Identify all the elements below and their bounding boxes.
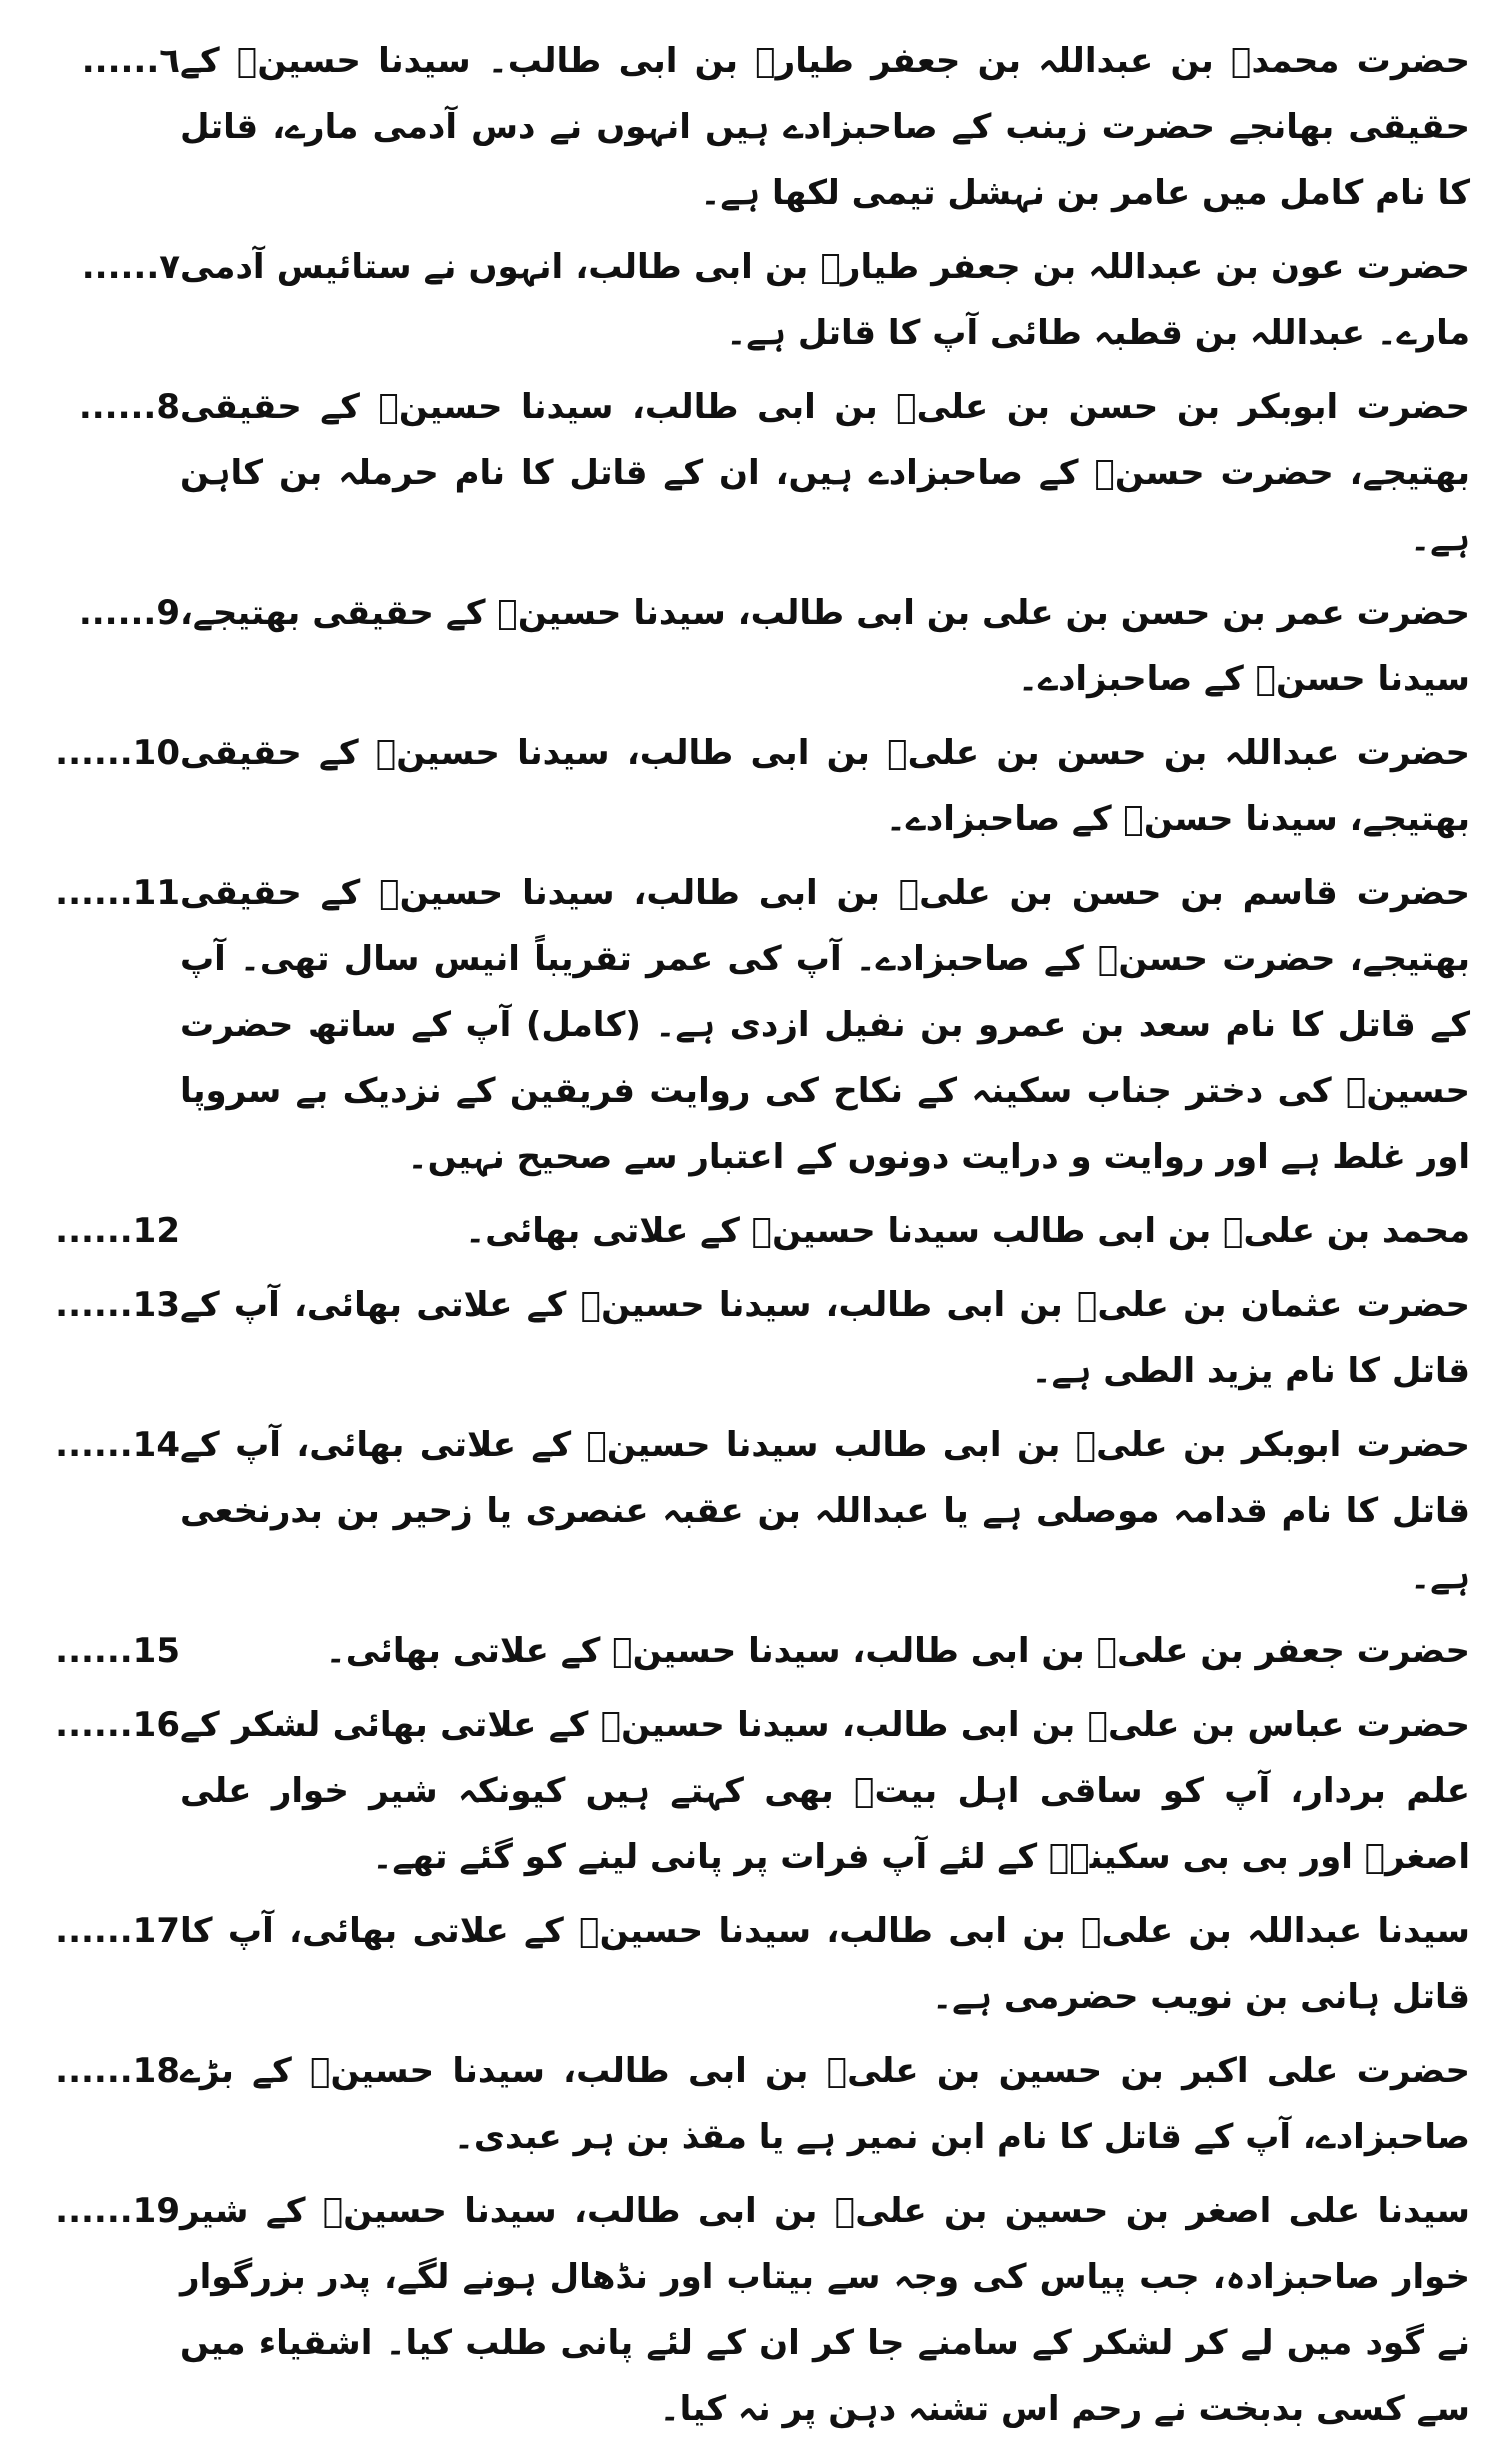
list-item (30, 28, 1470, 226)
list-item (30, 1692, 1470, 1890)
list-item (30, 720, 1470, 852)
list-item (30, 1412, 1470, 1610)
entry-text: حضرت عمر بن حسن بن علی بن ابی طالب، سیدنا حسینؓ کے حقیقی بھتیجے، سیدنا حسنؓ کے صاحبزادے۔ (180, 593, 1470, 699)
entry-number: 11...... (55, 873, 180, 913)
entry-number: 17...... (55, 1911, 180, 1951)
list-item (30, 1198, 1470, 1264)
entry-number: ۷...... (81, 247, 180, 287)
entry-text: حضرت محمدؓ بن عبداللہ بن جعفر طیارؓ بن ابی طالب۔ سیدنا حسینؓ کے حقیقی بھانجے حضرت زینب کے صاحبزادے ہیں انہوں نے دس آدمی مارے، قاتل کا نام کامل میں عامر بن نہشل تیمی لکھا ہے۔ (180, 41, 1470, 213)
list-item (30, 374, 1470, 572)
list-item (30, 860, 1470, 1190)
entry-number: 15...... (55, 1631, 180, 1671)
entry-text: حضرت علی اکبر بن حسین بن علیؓ بن ابی طالب، سیدنا حسینؓ کے بڑے صاحبزادے، آپ کے قاتل کا نام ابن نمیر ہے یا مقذ بن ہر عبدی۔ (180, 2051, 1470, 2157)
list-item (30, 1618, 1470, 1684)
entry-number: 12...... (55, 1211, 180, 1251)
entry-text: حضرت ابوبکر بن حسن بن علیؓ بن ابی طالب، سیدنا حسینؓ کے حقیقی بھتیجے، حضرت حسنؓ کے صاحبزادے ہیں، ان کے قاتل کا نام حرملہ بن کاہن ہے۔ (180, 387, 1470, 559)
entry-text: حضرت ابوبکر بن علیؓ بن ابی طالب سیدنا حسینؓ کے علاتی بھائی، آپ کے قاتل کا نام قدامہ موصلی ہے یا عبداللہ بن عقبہ عنصری یا زحیر بن بدرنخعی ہے۔ (180, 1425, 1470, 1597)
entry-text: سیدنا عبداللہ بن علیؓ بن ابی طالب، سیدنا حسینؓ کے علاتی بھائی، آپ کا قاتل ہانی بن نویب حضرمی ہے۔ (180, 1911, 1470, 2017)
entry-number: 10...... (55, 733, 180, 773)
entry-number: 16...... (55, 1705, 180, 1745)
entry-number: ٦...... (81, 41, 180, 81)
entry-text: محمد بن علیؓ بن ابی طالب سیدنا حسینؓ کے علاتی بھائی۔ (465, 1211, 1470, 1251)
entry-number: 9...... (78, 593, 180, 633)
entry-number: 13...... (55, 1285, 180, 1325)
list-item (30, 2178, 1470, 2442)
entry-text: حضرت عبداللہ بن حسن بن علیؓ بن ابی طالب، سیدنا حسینؓ کے حقیقی بھتیجے، سیدنا حسنؓ کے صاحبزادے۔ (180, 733, 1470, 839)
list-item (30, 1272, 1470, 1404)
entry-number: 19...... (55, 2191, 180, 2231)
entry-number: 8...... (78, 387, 180, 427)
list-item (30, 2038, 1470, 2170)
list-item (30, 234, 1470, 366)
list-item (30, 580, 1470, 712)
entry-text: حضرت قاسم بن حسن بن علیؓ بن ابی طالب، سیدنا حسینؓ کے حقیقی بھتیجے، حضرت حسنؓ کے صاحبزادے۔ آپ کی عمر تقریباً انیس سال تھی۔ آپ کے قاتل کا نام سعد بن عمرو بن نفیل ازدی ہے۔ (کامل) آپ کے ساتھ حضرت حسینؓ کی دختر جناب سکینہ کے نکاح کی روایت فریقین کے نزدیک بے سروپا اور غلط ہے اور روایت و درایت دونوں کے اعتبار سے صحیح نہیں۔ (180, 873, 1470, 1177)
entry-text: حضرت جعفر بن علیؓ بن ابی طالب، سیدنا حسینؓ کے علاتی بھائی۔ (325, 1631, 1470, 1671)
entry-text: سیدنا علی اصغر بن حسین بن علیؓ بن ابی طالب، سیدنا حسینؓ کے شیر خوار صاحبزادہ، جب پیاس کی وجہ سے بیتاب اور نڈھال ہونے لگے، پدر بزرگوار نے گود میں لے کر لشکر کے سامنے جا کر ان کے لئے پانی طلب کیا۔ اشقیاء میں سے کسی بدبخت نے رحم اس تشنہ دہن پر نہ کیا۔ (180, 2191, 1470, 2429)
entry-text: حضرت عثمان بن علیؓ بن ابی طالب، سیدنا حسینؓ کے علاتی بھائی، آپ کے قاتل کا نام یزید الطی ہے۔ (180, 1285, 1470, 1391)
entry-text: حضرت عباس بن علیؓ بن ابی طالب، سیدنا حسینؓ کے علاتی بھائی لشکر کے علم بردار، آپ کو ساقی اہل بیتؓ بھی کہتے ہیں کیونکہ شیر خوار علی اصغرؓ اور بی بی سکینہؓ کے لئے آپ فرات پر پانی لینے کو گئے تھے۔ (180, 1705, 1470, 1877)
entry-number: 18...... (55, 2051, 180, 2091)
entry-number: 14...... (55, 1425, 180, 1465)
entry-text: حضرت عون بن عبداللہ بن جعفر طیارؓ بن ابی طالب، انہوں نے ستائیس آدمی مارے۔ عبداللہ بن قطبہ طائی آپ کا قاتل ہے۔ (180, 247, 1470, 353)
list-item (30, 1898, 1470, 2030)
